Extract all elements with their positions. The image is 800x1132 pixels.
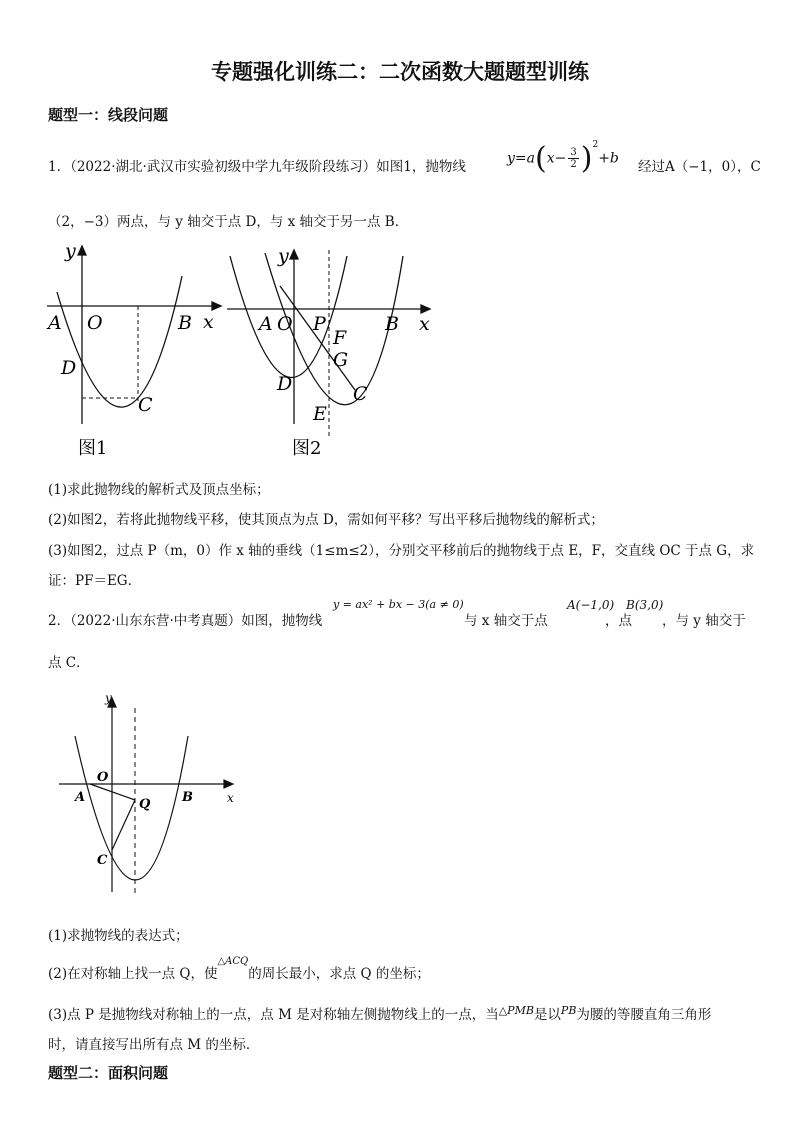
q2-sub2	[48, 956, 430, 982]
formula-fraction	[568, 147, 578, 170]
section-heading-1: 题型一：线段问题	[48, 106, 169, 124]
formula-x: x	[546, 150, 555, 167]
q2-point-a: A(−1,0)	[567, 598, 615, 612]
q2-sub2-a: (2)在对称轴上找一点 Q，使	[48, 966, 218, 982]
q2-sub2-b: 的周长最小，求点 Q 的坐标；	[248, 966, 430, 982]
formula-y: y	[507, 150, 515, 167]
q2-line2: 点 C．	[48, 655, 90, 671]
formula-minus: −	[554, 150, 567, 167]
frac-num: 3	[570, 147, 577, 158]
section-heading-2: 题型二：面积问题	[48, 1064, 169, 1082]
frac-den: 2	[570, 159, 577, 170]
q1-intro: 如图1，抛物线	[376, 159, 466, 175]
fig2-label-e: E	[313, 403, 327, 425]
q2-intro: 如图，抛物线	[241, 613, 323, 629]
q2-intro-c: ，与 y 轴交于	[662, 613, 746, 629]
q1-line1	[48, 155, 466, 175]
q2-point-b: B(3,0)	[626, 598, 664, 612]
formula-square: 2	[592, 139, 599, 150]
q2-number: 2．	[48, 613, 71, 629]
fig2-label-p: P	[313, 313, 326, 335]
fig2-label-y: y	[278, 245, 289, 267]
q1-figure-1	[45, 238, 230, 460]
q2-sub3-b: 是以	[533, 1007, 561, 1023]
q1-number: 1．	[48, 159, 71, 175]
q2-sub3-d: 时，请直接写出所有点 M 的坐标．	[48, 1037, 260, 1053]
q2-label-x: x	[227, 791, 234, 805]
q2-axes	[59, 698, 233, 892]
q2-label-a: A	[75, 790, 86, 805]
fig1-caption: 图1	[78, 438, 108, 459]
formula-eq: =	[514, 150, 527, 167]
q2-sub3-a: (3)点 P 是抛物线对称轴上的一点，点 M 是对称轴左侧抛物线上的一点，当	[48, 1007, 499, 1023]
fig2-label-o: O	[277, 313, 293, 335]
q2-sub3-pb: PB	[560, 1004, 577, 1017]
fig2-label-d: D	[277, 373, 293, 395]
q2-label-b: B	[182, 790, 193, 805]
q1-formula	[507, 141, 619, 176]
q1-sub3-a: (3)如图2，过点 P（m，0）作 x 轴的垂线（1≤m≤2），分别交平移前后的抛物线于点 E，F，交直线 OC 于点 G，求	[48, 543, 755, 559]
q1-sub1: (1)求此抛物线的解析式及顶点坐标；	[48, 482, 270, 498]
fig2-label-a: A	[259, 313, 273, 335]
q2-label-q: Q	[139, 797, 151, 812]
fig1-parabola	[57, 276, 182, 407]
fig1-label-d: D	[61, 357, 77, 379]
fig1-label-o: O	[87, 312, 103, 334]
fig2-caption: 图2	[292, 438, 322, 459]
q2-intro-b: 与 x 轴交于点	[464, 613, 548, 629]
fig1-label-a: A	[48, 312, 62, 334]
q2-formula: y = ax² + bx − 3(a ≠ 0)	[333, 598, 464, 611]
q2-sub3	[48, 1003, 711, 1023]
q2-line1	[48, 609, 322, 629]
fig2-label-b: B	[385, 313, 399, 335]
fig1-label-y: y	[65, 240, 76, 262]
q2-figure	[55, 688, 245, 896]
page-title: 专题强化训练二：二次函数大题题型训练	[211, 60, 589, 84]
fig1-label-b: B	[178, 312, 192, 334]
q2-label-y: y	[105, 691, 112, 705]
fig2-label-f: F	[333, 327, 347, 349]
formula-plus-b: +b	[598, 150, 619, 167]
q2-comma: ，点	[605, 613, 632, 629]
q1-line2: （2，−3）两点，与 y 轴交于点 D，与 x 轴交于另一点 B．	[48, 214, 409, 230]
q1-figure-2	[225, 238, 440, 460]
right-paren: )	[580, 141, 593, 176]
q2-sub3-c: 为腰的等腰直角三角形	[576, 1007, 712, 1023]
q2-label-o: O	[97, 770, 109, 785]
q1-intro-b: 经过	[638, 159, 665, 175]
fig2-label-c: C	[353, 383, 368, 405]
q2-source: （2022·山东东营·中考真题）	[70, 613, 242, 629]
q1-point-a: A（−1，0），C	[665, 159, 761, 175]
q2-sub2-triangle: △ACQ	[217, 956, 249, 967]
q1-line1-end	[638, 155, 761, 175]
fig1-axes	[47, 246, 221, 424]
formula-a: a	[526, 150, 536, 167]
q1-sub2: (2)如图2，若将此抛物线平移，使其顶点为点 D，需如何平移？写出平移后抛物线的解析式；	[48, 512, 604, 528]
q1-source: （2022·湖北·武汉市实验初级中学九年级阶段练习）	[70, 159, 377, 175]
q1-sub3-b: 证：PF＝EG．	[48, 573, 142, 589]
q2-sub3-triangle: △PMB	[498, 1004, 534, 1017]
fig2-label-x: x	[419, 313, 430, 335]
q2-sub1: (1)求抛物线的表达式；	[48, 928, 189, 944]
left-paren: (	[535, 141, 547, 176]
fig2-label-g: G	[333, 349, 349, 371]
fig1-label-c: C	[138, 394, 153, 416]
fig1-label-x: x	[203, 311, 214, 333]
q2-label-c: C	[97, 853, 108, 868]
